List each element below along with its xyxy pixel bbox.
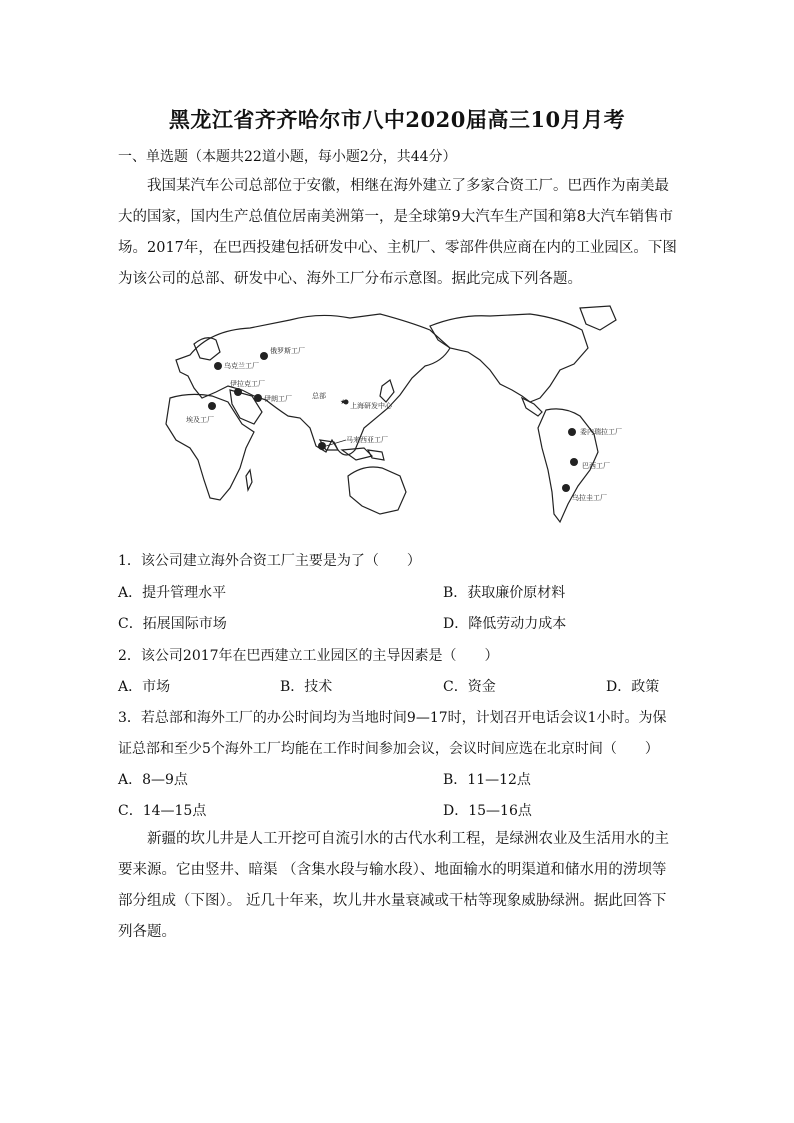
iran-factory-dot (254, 394, 262, 402)
label-malaysia: 马来西亚工厂 (346, 436, 388, 444)
q1-option-a: A．提升管理水平 (118, 585, 227, 601)
q3-option-d: D．15—16点 (443, 803, 532, 819)
label-iraq: 伊拉克工厂 (230, 380, 265, 388)
brazil-factory-dot (570, 458, 578, 466)
factory-markers (208, 352, 578, 492)
label-ukraine: 乌克兰工厂 (224, 362, 259, 370)
russia-factory-dot (260, 352, 268, 360)
ukraine-factory-dot (214, 362, 222, 370)
iraq-factory-dot (234, 388, 242, 396)
question-2-stem: 2．该公司2017年在巴西建立工业园区的主导因素是（ ） (118, 648, 499, 664)
q2-option-d: D．政策 (606, 679, 660, 695)
q3-option-a: A．8—9点 (118, 772, 188, 788)
q1-option-b: B．获取廉价原材料 (443, 585, 566, 601)
venezuela-factory-dot (568, 428, 576, 436)
label-uruguay: 乌拉圭工厂 (572, 494, 607, 502)
world-map-figure (150, 300, 650, 532)
label-hq: 总部 (312, 392, 326, 400)
continent-outlines (166, 306, 616, 522)
q3-option-b: B．11—12点 (443, 772, 531, 788)
q1-option-d: D．降低劳动力成本 (443, 616, 567, 632)
passage-intro: 我国某汽车公司总部位于安徽，相继在海外建立了多家合资工厂。巴西作为南美最大的国家，国内生产总值位居南美洲第一，是全球第9大汽车生产国和第8大汽车销售市场。2017年，在巴西投建包括研发中心、主机厂、零部件供应商在内的工业园区。下图为该公司的总部、研发中心、海外工厂分布示意图。据此完成下列各题。 (118, 178, 677, 287)
q2-option-c: C．资金 (443, 679, 496, 695)
question-1-stem: 1．该公司建立海外合资工厂主要是为了（ ） (118, 553, 421, 569)
question-3-stem-line1: 3．若总部和海外工厂的办公时间均为当地时间9—17时，计划召开电话会议1小时。为保 (118, 710, 667, 726)
label-iran: 伊朗工厂 (264, 395, 292, 403)
q2-option-b: B．技术 (280, 679, 333, 695)
q3-option-c: C．14—15点 (118, 803, 207, 819)
q2-option-a: A．市场 (118, 679, 171, 695)
label-shanghai: 上海研发中心 (350, 402, 392, 410)
question-3-stem-line2: 证总部和至少5个海外工厂均能在工作时间参加会议，会议时间应选在北京时间（ ） (118, 741, 659, 757)
hq-star-icon: ★ (340, 398, 347, 406)
section-heading: 一、单选题（本题共22道小题，每小题2分，共44分） (118, 149, 457, 165)
label-egypt: 埃及工厂 (186, 416, 214, 424)
label-venezuela: 委内瑞拉工厂 (580, 428, 622, 436)
label-russia: 俄罗斯工厂 (270, 347, 305, 355)
passage-karez: 新疆的坎儿井是人工开挖可自流引水的古代水利工程，是绿洲农业及生活用水的主要来源。它由竖井、暗渠 （含集水段与输水段）、地面输水的明渠道和储水用的涝坝等部分组成（下图）。 近几十年来，坎儿井水量衰减或干枯等现象威胁绿洲。据此回答下列各题。 (118, 831, 669, 940)
malaysia-factory-dot (318, 442, 326, 450)
page-title: 黑龙江省齐齐哈尔市八中2020届高三10月月考 (168, 107, 626, 132)
label-brazil: 巴西工厂 (582, 462, 610, 470)
egypt-factory-dot (208, 402, 216, 410)
uruguay-factory-dot (562, 484, 570, 492)
q1-option-c: C．拓展国际市场 (118, 616, 227, 632)
